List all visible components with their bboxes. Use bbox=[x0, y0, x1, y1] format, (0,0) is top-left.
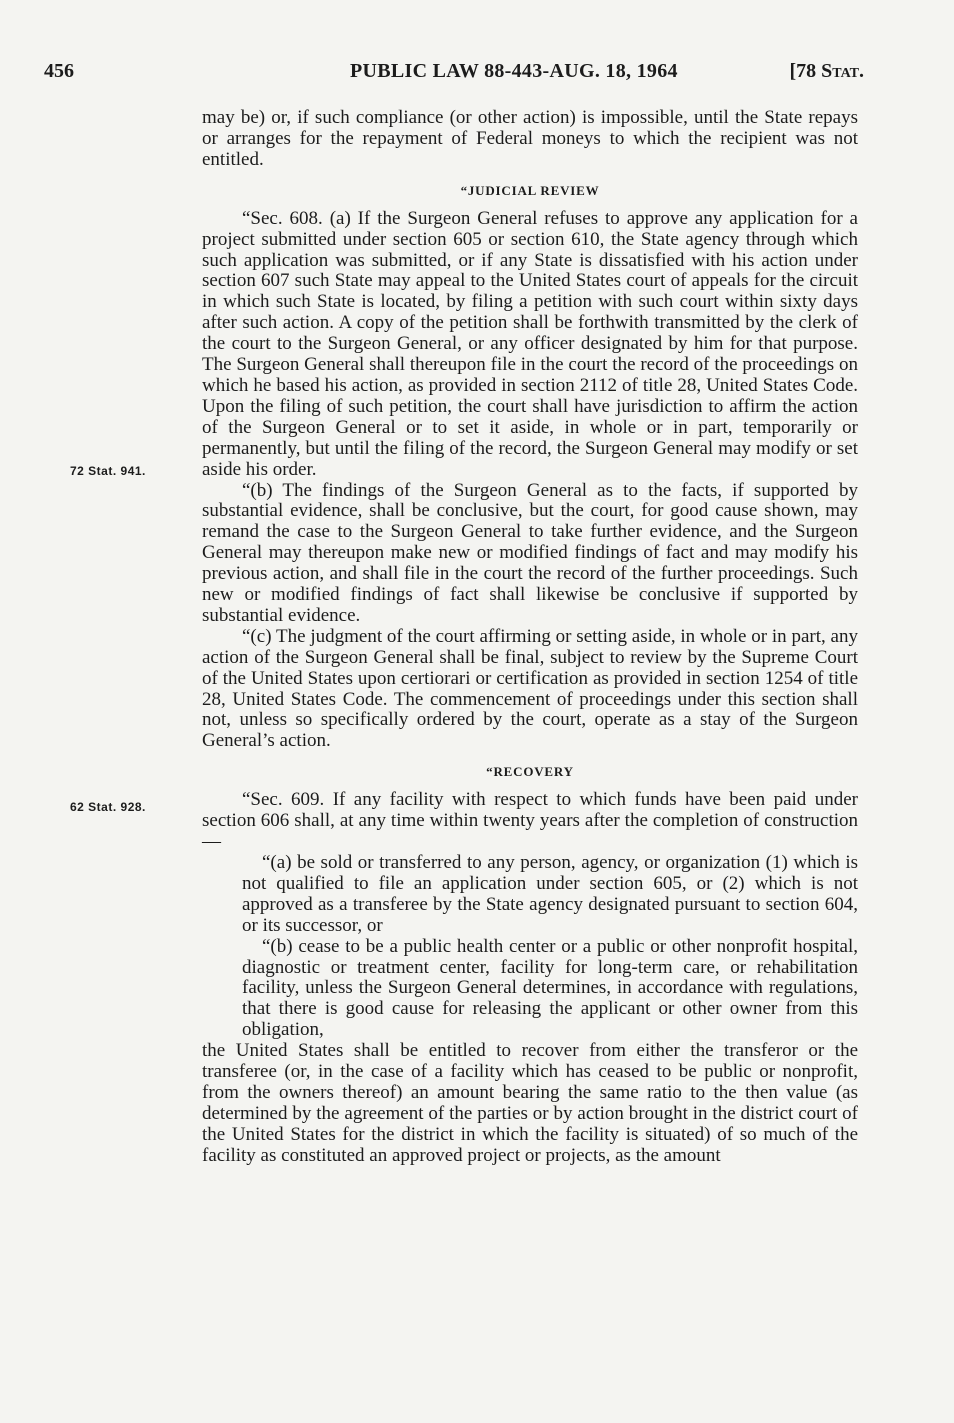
section-609-a: “(a) be sold or transferred to any person, agency, or organization (1) which is not qualified to file an application under section 605, or (2) which is not approved as a transferee by the State agency designated pursuant to section 604, or its successor, or bbox=[242, 852, 858, 936]
heading-judicial-review: “JUDICIAL REVIEW bbox=[460, 182, 600, 198]
statute-reference: [78 Stat. bbox=[789, 60, 864, 82]
intro-paragraph: may be) or, if such compliance (or other action) is impossible, until the State repays or arranges for the repayment of Federal moneys to which the recipient was not entitled. bbox=[202, 107, 858, 170]
margin-note-62-stat: 62 Stat. 928. bbox=[70, 800, 146, 814]
running-header bbox=[44, 60, 864, 90]
margin-note-72-stat: 72 Stat. 941. bbox=[70, 464, 146, 478]
section-608-c: “(c) The judgment of the court affirming or setting aside, in whole or in part, any action of the Surgeon General shall be final, subject to review by the Supreme Court of the United States upon certiorari or certification as provided in section 1254 of title 28, United States Code. The commencement of proceedings under this section shall not, unless so specifically ordered by the court, operate as a stay of the Surgeon General’s action. bbox=[202, 625, 858, 752]
section-608-b: “(b) The findings of the Surgeon General as to the facts, if supported by substantial evidence, shall be conclusive, but the court, for good cause shown, may remand the case to the Surgeon General to take further evidence, and the Surgeon General may thereupon make new or modified findings of fact and may modify his previous action, and shall file in the court the record of the further proceedings. Such new or modified findings of fact shall likewise be conclusive if supported by substantial evidence. bbox=[202, 479, 858, 626]
main-text bbox=[202, 108, 858, 1167]
section-609-tail: the United States shall be entitled to recover from either the transferor or the transferee (or, in the case of a facility which has ceased to be public or nonprofit, from the owners thereof) an amount bearing the same ratio to the then value (as determined by the agreement of the parties or by action brought in the district court of the United States for the district in which the facility is situated) of so much of the facility as constituted an approved project or projects, as the amount bbox=[202, 1040, 858, 1166]
section-608-a: “Sec. 608. (a) If the Surgeon General refuses to approve any application for a project submitted under section 605 or section 610, the State agency through which such application was submitted, or if any State is dissatisfied with his action under section 607 such State may appeal to the United States court of appeals for the circuit in which such State is located, by filing a petition with such court within sixty days after such action. A copy of the petition shall be forthwith transmitted by the clerk of the court to the Surgeon General, or any officer designated by him for that purpose. The Surgeon General shall thereupon file in the court the record of the proceedings on which he based his action, as provided in section 2112 of title 28, United States Code. Upon the filing of such petition, the court shall have jurisdiction to affirm the action of the Surgeon General or to set it aside, in whole or in part, temporarily or permanently, but until the filing of the record, the Surgeon General may modify or set aside his order. bbox=[202, 207, 858, 480]
section-609-intro: “Sec. 609. If any facility with respect to which funds have been paid under section 606 shall, at any time within twenty years after the completion of construction— bbox=[202, 789, 858, 853]
page-title: PUBLIC LAW 88-443-AUG. 18, 1964 bbox=[350, 60, 678, 82]
section-609-b: “(b) cease to be a public health center or a public or other nonprofit hospital, diagnostic or treatment center, facility for long-term care, or rehabilitation facility, unless the Surgeon General determines, in accordance with regulations, that there is good cause for releasing the applicant or other owner from this obligation, bbox=[242, 935, 858, 1041]
page-number: 456 bbox=[44, 60, 74, 82]
heading-recovery: “RECOVERY bbox=[486, 764, 574, 780]
